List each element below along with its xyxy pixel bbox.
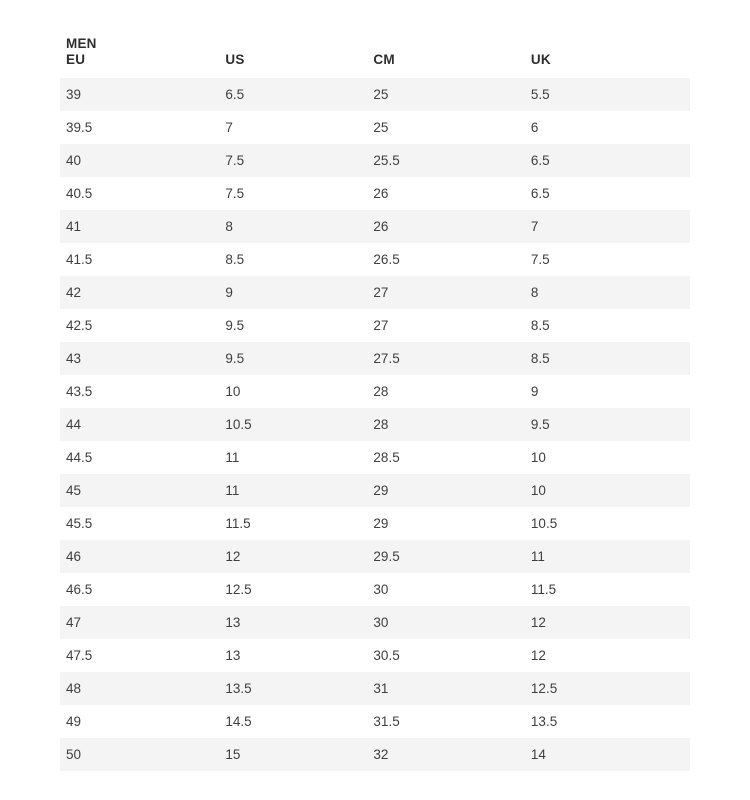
cell-us: 8.5 (219, 243, 367, 276)
cell-eu: 43.5 (60, 375, 219, 408)
column-header-us: US (225, 52, 245, 67)
table-row (60, 210, 690, 243)
cell-eu: 39.5 (60, 111, 219, 144)
cell-uk: 10 (525, 441, 690, 474)
cell-cm: 28 (367, 408, 525, 441)
cell-us: 14.5 (219, 705, 367, 738)
size-conversion-table (60, 36, 690, 771)
table-row (60, 78, 690, 111)
column-header-row (60, 52, 690, 78)
cell-cm: 28.5 (367, 441, 525, 474)
cell-eu: 50 (60, 738, 219, 771)
cell-eu: 39 (60, 78, 219, 111)
group-label-men: MEN (66, 36, 97, 51)
cell-uk: 8 (525, 276, 690, 309)
cell-us: 8 (219, 210, 367, 243)
cell-cm: 32 (367, 738, 525, 771)
cell-us: 12 (219, 540, 367, 573)
cell-cm: 29 (367, 507, 525, 540)
cell-us: 11 (219, 441, 367, 474)
cell-cm: 25.5 (367, 144, 525, 177)
cell-cm: 25 (367, 78, 525, 111)
cell-eu: 45 (60, 474, 219, 507)
table-row (60, 639, 690, 672)
cell-uk: 9 (525, 375, 690, 408)
cell-uk: 6.5 (525, 177, 690, 210)
group-label-spacer-3 (525, 36, 690, 52)
table-row (60, 441, 690, 474)
table-body (60, 78, 690, 771)
cell-us: 6.5 (219, 78, 367, 111)
table-row (60, 111, 690, 144)
cell-eu: 46 (60, 540, 219, 573)
cell-us: 9.5 (219, 342, 367, 375)
group-label-spacer-2 (367, 36, 525, 52)
table-row (60, 177, 690, 210)
cell-eu: 42.5 (60, 309, 219, 342)
cell-cm: 26.5 (367, 243, 525, 276)
cell-cm: 27.5 (367, 342, 525, 375)
table-header (60, 36, 690, 78)
table-row (60, 375, 690, 408)
cell-uk: 6.5 (525, 144, 690, 177)
cell-cm: 30.5 (367, 639, 525, 672)
cell-us: 12.5 (219, 573, 367, 606)
cell-cm: 30 (367, 573, 525, 606)
group-label-row (60, 36, 690, 52)
cell-cm: 31 (367, 672, 525, 705)
cell-us: 9.5 (219, 309, 367, 342)
cell-uk: 14 (525, 738, 690, 771)
cell-uk: 5.5 (525, 78, 690, 111)
cell-eu: 42 (60, 276, 219, 309)
column-header-eu: EU (66, 52, 86, 67)
cell-cm: 29 (367, 474, 525, 507)
cell-uk: 11.5 (525, 573, 690, 606)
cell-eu: 44 (60, 408, 219, 441)
cell-uk: 11 (525, 540, 690, 573)
cell-us: 7.5 (219, 177, 367, 210)
table-row (60, 408, 690, 441)
column-header-cm: CM (373, 52, 395, 67)
cell-eu: 47.5 (60, 639, 219, 672)
cell-eu: 41 (60, 210, 219, 243)
table-row (60, 738, 690, 771)
cell-cm: 31.5 (367, 705, 525, 738)
table-row (60, 309, 690, 342)
cell-uk: 12 (525, 639, 690, 672)
cell-us: 13 (219, 639, 367, 672)
table-row (60, 276, 690, 309)
cell-eu: 44.5 (60, 441, 219, 474)
cell-uk: 8.5 (525, 309, 690, 342)
cell-uk: 10.5 (525, 507, 690, 540)
cell-us: 11 (219, 474, 367, 507)
cell-uk: 13.5 (525, 705, 690, 738)
cell-cm: 27 (367, 276, 525, 309)
cell-cm: 26 (367, 177, 525, 210)
cell-uk: 12 (525, 606, 690, 639)
table-row (60, 507, 690, 540)
cell-eu: 49 (60, 705, 219, 738)
cell-us: 7.5 (219, 144, 367, 177)
cell-uk: 7 (525, 210, 690, 243)
group-label-spacer-1 (219, 36, 367, 52)
cell-us: 11.5 (219, 507, 367, 540)
cell-us: 10.5 (219, 408, 367, 441)
cell-cm: 29.5 (367, 540, 525, 573)
cell-us: 13.5 (219, 672, 367, 705)
cell-eu: 46.5 (60, 573, 219, 606)
cell-eu: 41.5 (60, 243, 219, 276)
table-row (60, 540, 690, 573)
cell-us: 15 (219, 738, 367, 771)
cell-uk: 10 (525, 474, 690, 507)
cell-cm: 25 (367, 111, 525, 144)
cell-uk: 6 (525, 111, 690, 144)
table-row (60, 672, 690, 705)
cell-cm: 30 (367, 606, 525, 639)
column-header-uk: UK (530, 52, 551, 67)
cell-eu: 40 (60, 144, 219, 177)
cell-eu: 40.5 (60, 177, 219, 210)
table-row (60, 606, 690, 639)
table-row (60, 342, 690, 375)
table-row (60, 144, 690, 177)
table-row (60, 573, 690, 606)
table-row (60, 705, 690, 738)
cell-us: 7 (219, 111, 367, 144)
cell-cm: 28 (367, 375, 525, 408)
cell-uk: 9.5 (525, 408, 690, 441)
cell-eu: 45.5 (60, 507, 219, 540)
cell-uk: 12.5 (525, 672, 690, 705)
cell-us: 13 (219, 606, 367, 639)
cell-us: 9 (219, 276, 367, 309)
cell-eu: 47 (60, 606, 219, 639)
cell-eu: 43 (60, 342, 219, 375)
table-row (60, 243, 690, 276)
table-row (60, 474, 690, 507)
cell-uk: 8.5 (525, 342, 690, 375)
cell-us: 10 (219, 375, 367, 408)
cell-cm: 27 (367, 309, 525, 342)
cell-eu: 48 (60, 672, 219, 705)
cell-cm: 26 (367, 210, 525, 243)
cell-uk: 7.5 (525, 243, 690, 276)
